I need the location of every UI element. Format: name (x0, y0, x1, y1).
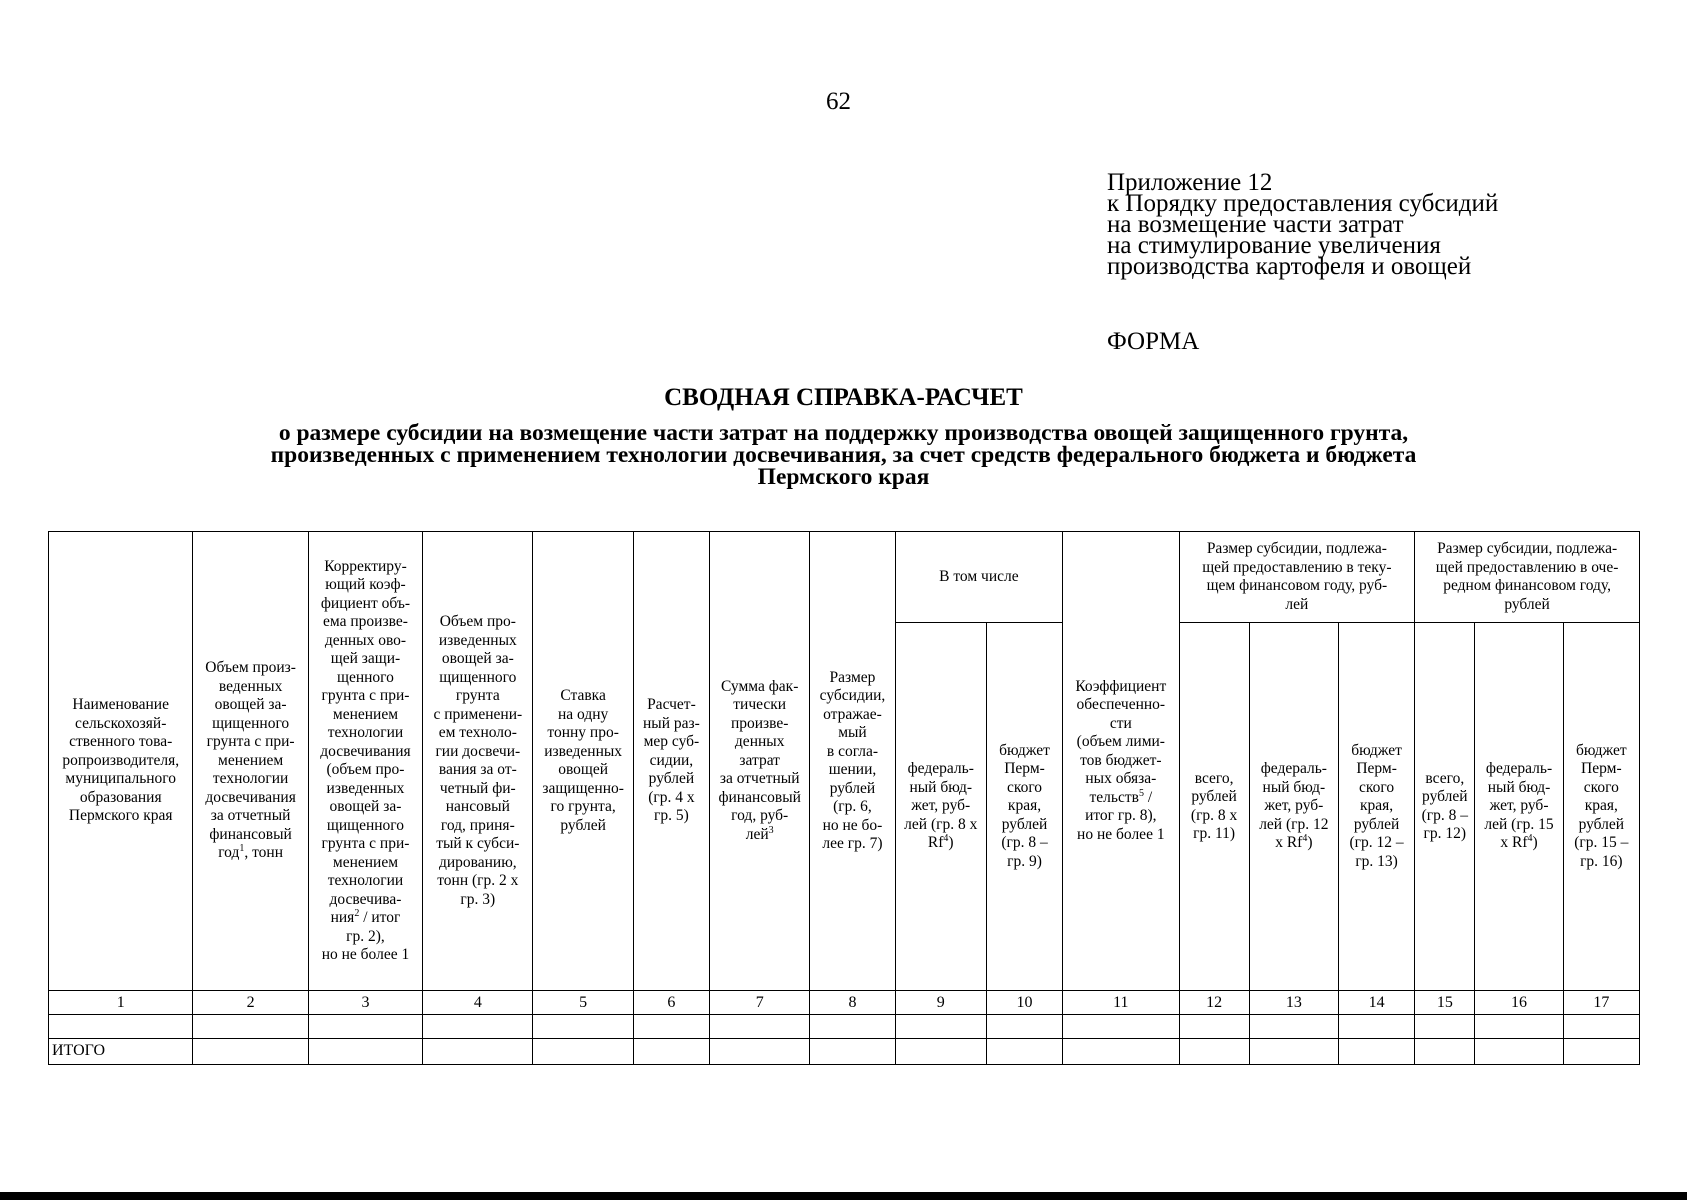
blank-cell (193, 1015, 308, 1039)
header-cell-3: Корректиру- ющий коэф- фициент объ- ема произве- денных ово- щей защи- щенного грунта с при- менением технологии досвечивания (объем про- изведенных овощей за- щищенного грунта с при- менением технологии досвечива- ния$^2$ / итог гр. 2), но не более 1 (308, 532, 422, 991)
column-number: 9 (895, 991, 986, 1015)
column-number: 16 (1475, 991, 1563, 1015)
header-cell-13: федераль- ный бюд- жет, руб- лей (гр. 12 х Rf$^4$) (1249, 623, 1338, 991)
appendix-line: на возмещение части затрат (1107, 211, 1404, 238)
header-cell-6: Расчет- ный раз- мер суб- сидии, рублей (гр. 4 х гр. 5) (633, 532, 709, 991)
blank-cell (1338, 1015, 1414, 1039)
blank-cell (710, 1039, 810, 1065)
header-cell-4: Объем про- изведенных овощей за- щищенного грунта с применени- ем техноло- гии досвечи- вания за от- четный фи- нансовый год, приня- тый к субси- дированию, тонн (гр. 2 х гр. 3) (423, 532, 533, 991)
column-number: 2 (193, 991, 308, 1015)
appendix-line: на стимулирование увеличения (1107, 232, 1441, 259)
blank-cell (1475, 1039, 1563, 1065)
header-cell-5: Ставка на одну тонну про- изведенных овощей защищенно- го грунта, рублей (533, 532, 633, 991)
appendix-line: Приложение 12 (1107, 169, 1273, 196)
document-subtitle (0, 422, 1687, 488)
appendix-line: производства картофеля и овощей (1107, 253, 1472, 280)
column-number: 15 (1415, 991, 1475, 1015)
blank-cell (308, 1039, 422, 1065)
header-cell-7: Сумма фак- тически произве- денных затрат за отчетный финансовый год, руб- лей$^3$ (710, 532, 810, 991)
column-number: 10 (986, 991, 1062, 1015)
page-number: 62 (826, 88, 851, 115)
table-row (49, 1015, 1640, 1039)
column-number: 12 (1179, 991, 1249, 1015)
blank-cell (986, 1015, 1062, 1039)
blank-cell (710, 1015, 810, 1039)
column-number: 11 (1063, 991, 1179, 1015)
column-number: 17 (1563, 991, 1639, 1015)
blank-cell (1475, 1015, 1563, 1039)
blank-cell (1179, 1015, 1249, 1039)
blank-cell (633, 1039, 709, 1065)
blank-cell (1415, 1015, 1475, 1039)
subtitle-line: о размере субсидии на возмещение части затрат на поддержку производства овощей защищенного грунта, (278, 420, 1409, 446)
column-number: 4 (423, 991, 533, 1015)
column-number: 6 (633, 991, 709, 1015)
blank-cell (1063, 1015, 1179, 1039)
blank-cell (1063, 1039, 1179, 1065)
blank-cell (423, 1039, 533, 1065)
form-label: ФОРМА (1107, 328, 1200, 355)
header-cell-9: федераль- ный бюд- жет, руб- лей (гр. 8 х Rf$^4$) (895, 623, 986, 991)
blank-cell (810, 1039, 895, 1065)
blank-cell (308, 1015, 422, 1039)
blank-cell (810, 1015, 895, 1039)
blank-cell (193, 1039, 308, 1065)
blank-cell (1563, 1039, 1639, 1065)
blank-cell (1249, 1015, 1338, 1039)
column-number: 5 (533, 991, 633, 1015)
header-cell-2: Объем произ- веденных овощей за- щищенного грунта с при- менением технологии досвечивания за отчетный финансовый год$^1$, тонн (193, 532, 308, 991)
scan-border-bar (0, 1192, 1687, 1200)
calculation-table (48, 531, 1640, 1065)
column-number: 8 (810, 991, 895, 1015)
header-cell-15: всего, рублей (гр. 8 – гр. 12) (1415, 623, 1475, 991)
blank-cell (986, 1039, 1062, 1065)
column-number-row (49, 991, 1640, 1015)
subtitle-line: произведенных с применением технологии досвечивания, за счет средств федерального бюджета и бюджета (270, 442, 1417, 468)
blank-cell (1563, 1015, 1639, 1039)
blank-cell (533, 1015, 633, 1039)
blank-cell (533, 1039, 633, 1065)
appendix-line: к Порядку предоставления субсидий (1107, 190, 1499, 217)
blank-cell (633, 1015, 709, 1039)
column-number: 7 (710, 991, 810, 1015)
blank-cell (895, 1039, 986, 1065)
subtitle-line: Пермского края (757, 464, 930, 490)
blank-cell (1249, 1039, 1338, 1065)
group-header-next-year: Размер субсидии, подлежа- щей предоставлению в оче- редном финансовом году, рублей (1415, 532, 1640, 623)
header-cell-16: федераль- ный бюд- жет, руб- лей (гр. 15 х Rf$^4$) (1475, 623, 1563, 991)
total-label: ИТОГО (49, 1039, 193, 1065)
header-cell-10: бюджет Перм- ского края, рублей (гр. 8 – гр. 9) (986, 623, 1062, 991)
total-row (49, 1039, 1640, 1065)
header-cell-14: бюджет Перм- ского края, рублей (гр. 12 – гр. 13) (1338, 623, 1414, 991)
group-header-current-year: Размер субсидии, подлежа- щей предоставлению в теку- щем финансовом году, руб- лей (1179, 532, 1415, 623)
document-title: СВОДНАЯ СПРАВКА-РАСЧЕТ (664, 384, 1023, 411)
column-number: 1 (49, 991, 193, 1015)
blank-cell (1179, 1039, 1249, 1065)
group-header-in-that-number: В том числе (895, 532, 1063, 623)
column-number: 3 (308, 991, 422, 1015)
header-cell-11: Коэффициент обеспеченно- сти (объем лими- тов бюджет- ных обяза- тельств$^5$ / итог гр. 8), но не более 1 (1063, 532, 1179, 991)
blank-cell (895, 1015, 986, 1039)
column-number: 14 (1338, 991, 1414, 1015)
blank-cell (49, 1015, 193, 1039)
header-cell-1: Наименование сельскохозяй- ственного това- ропроизводителя, муниципального образования Пермского края (49, 532, 193, 991)
blank-cell (1415, 1039, 1475, 1065)
header-cell-17: бюджет Перм- ского края, рублей (гр. 15 – гр. 16) (1563, 623, 1639, 991)
header-cell-8: Размер субсидии, отражае- мый в согла- шении, рублей (гр. 6, но не бо- лее гр. 7) (810, 532, 895, 991)
header-cell-12: всего, рублей (гр. 8 х гр. 11) (1179, 623, 1249, 991)
appendix-block (1107, 169, 1499, 280)
column-number: 13 (1249, 991, 1338, 1015)
blank-cell (423, 1015, 533, 1039)
blank-cell (1338, 1039, 1414, 1065)
